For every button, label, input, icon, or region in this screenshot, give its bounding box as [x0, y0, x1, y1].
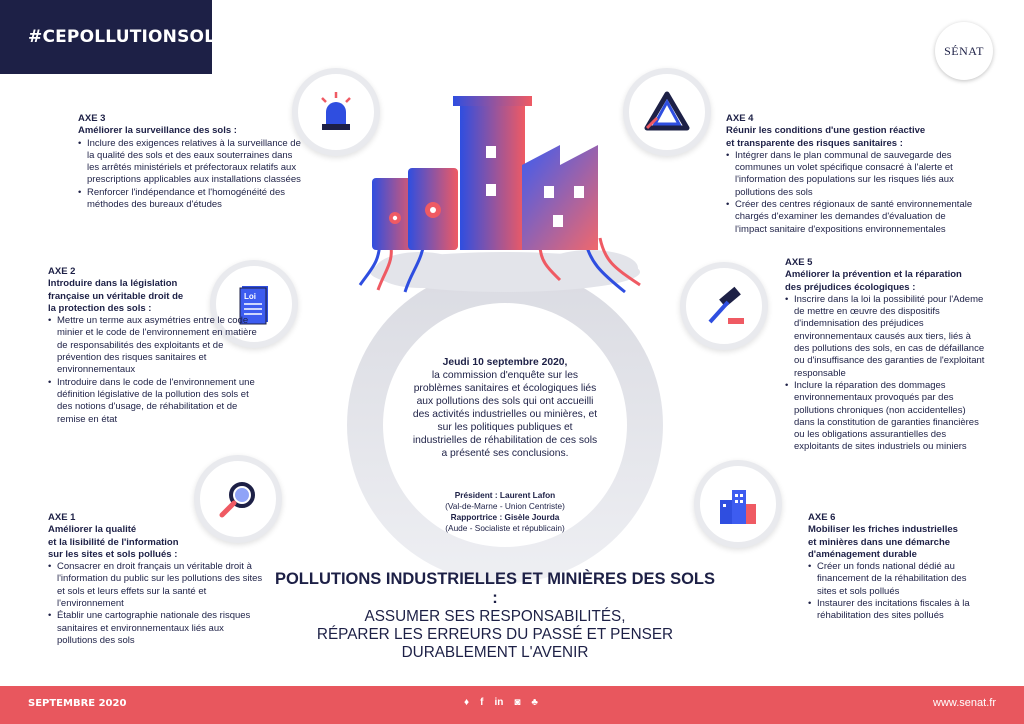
axe1-block — [48, 512, 266, 647]
axe2-title-1: Introduire dans la législation — [48, 278, 178, 290]
city-icon-circle — [694, 460, 782, 548]
axe5-title-1: Améliorer la prévention et la réparation — [785, 269, 962, 281]
gavel-icon-circle — [680, 262, 768, 350]
warning-icon-circle — [623, 68, 711, 156]
axe3-bullet-2: • Renforcer l'indépendance et l'homogénéité des méthodes des bureaux d'études — [78, 187, 303, 212]
axe6-bullet-2: • Instaurer des incitations fiscales à la réhabilitation des sites pollués — [808, 598, 988, 623]
axe1-bullet-1: • Consacrer en droit français un véritable droit à l'information du public sur les pollutions des sites et sols et leurs effets sur la santé et l'environnement — [48, 561, 266, 610]
axe3-bullet-1: • Inclure des exigences relatives à la surveillance de la qualité des sols et des eaux souterraines dans les arrêtés ministériels et préfectoraux relatifs aux prescriptions applicables aux installations classées — [78, 138, 303, 187]
twitter-icon[interactable]: ♦ — [464, 697, 470, 708]
axe1-number: AXE 1 — [48, 512, 76, 523]
center-summary — [410, 356, 600, 460]
footer-bar — [0, 686, 1024, 724]
axe3-block — [78, 113, 303, 211]
axe6-bullet-1: • Créer un fonds national dédié au financement de la réhabilitation des sites et sols pollués — [808, 561, 988, 598]
axe3-number: AXE 3 — [78, 113, 106, 124]
gavel-icon — [700, 282, 748, 330]
axe5-title-2: des préjudices écologiques : — [785, 281, 916, 293]
factory-sawtooth-building — [522, 145, 598, 250]
axe3-title: Améliorer la surveillance des sols : — [78, 125, 237, 137]
axe6-block — [808, 512, 988, 623]
footer-date: SEPTEMBRE 2020 — [28, 698, 127, 709]
hashtag-text: #CEPOLLUTIONSOLS — [28, 27, 228, 47]
commission-credits — [405, 490, 605, 534]
footer-url-link[interactable]: www.senat.fr — [933, 697, 996, 709]
axe5-bullet-1: • Inscrire dans la loi la possibilité pour l'Ademe de mettre en œuvre des dispositifs d'indemnisation des préjudices environnementaux causés aux tiers, liés à des pollutions des sols, en cas de défaillance ou d'insuffisance des garanties de l'exploitant responsable — [785, 294, 985, 380]
main-title — [270, 570, 720, 662]
city-buildings-icon — [714, 480, 762, 528]
axe4-bullet-2: • Créer des centres régionaux de santé environnementale chargés d'examiner les demandes d'évaluation de l'impact sanitaire d'expositions environnementales — [726, 199, 976, 236]
president-group: (Val-de-Marne - Union Centriste) — [445, 501, 565, 511]
facebook-icon[interactable]: f — [480, 697, 484, 708]
axe2-bullet-2: • Introduire dans le code de l'environnement une définition législative de la pollution des sols et des notions d'usage, de réhabilitation et de remise en état — [48, 377, 258, 426]
linkedin-icon[interactable]: in — [494, 697, 504, 708]
radioactive-icon-2 — [389, 212, 401, 224]
title-line-1: POLLUTIONS INDUSTRIELLES ET MINIÈRES DES SOLS : — [274, 570, 716, 607]
social-links — [464, 697, 538, 708]
axe4-title-2: et transparente des risques sanitaires : — [726, 137, 903, 149]
axe6-title-1: Mobiliser les friches industrielles — [808, 524, 958, 536]
axe4-bullet-1: • Intégrer dans le plan communal de sauvegarde des communes un volet spécifique consacré à l'alerte et l'information des populations sur les risques liés aux pollutions des sols — [726, 150, 976, 199]
axe4-block — [726, 113, 976, 236]
center-date: Jeudi 10 septembre 2020, — [442, 357, 568, 368]
title-line-4: DURABLEMENT L'AVENIR — [401, 644, 589, 661]
axe2-block — [48, 266, 258, 426]
axe6-title-2: et minières dans une démarche — [808, 536, 951, 548]
president-label: Président : Laurent Lafon — [454, 490, 556, 500]
law-book-label: Loi — [244, 292, 256, 301]
axe5-number: AXE 5 — [785, 257, 813, 268]
center-description: la commission d'enquête sur les problèmes sanitaires et écologiques liés aux pollutions des sols qui ont accueilli des activités industrielles ou minières, et sur les politiques publiques et industrielles de réhabilitation de ces sols a présenté ses conclusions. — [412, 370, 598, 459]
axe6-title-3: d'aménagement durable — [808, 548, 917, 560]
axe2-number: AXE 2 — [48, 266, 76, 277]
alarm-siren-icon — [312, 88, 360, 136]
instagram-icon[interactable]: ◙ — [514, 697, 521, 708]
axe1-title-1: Améliorer la qualité — [48, 524, 137, 536]
alarm-icon-circle — [292, 68, 380, 156]
rapporteur-label: Rapportrice : Gisèle Jourda — [450, 512, 560, 522]
warning-triangle-icon — [643, 88, 691, 136]
axe4-title-1: Réunir les conditions d'une gestion réactive — [726, 125, 926, 137]
axe2-title-2: française un véritable droit de — [48, 290, 184, 302]
axe5-bullet-2: • Inclure la réparation des dommages environnementaux provoqués par des pollutions chroniques (non accidentelles) dans la constitution de garanties financières ou les obligations assurantielles des exploitants de sites industriels ou miniers — [785, 380, 985, 454]
axe4-number: AXE 4 — [726, 113, 754, 124]
axe5-block — [785, 257, 985, 454]
axe1-title-2: et la lisibilité de l'information — [48, 536, 179, 548]
snapchat-icon[interactable]: ♣ — [531, 697, 538, 708]
axe6-number: AXE 6 — [808, 512, 836, 523]
title-line-2: ASSUMER SES RESPONSABILITÉS, — [364, 608, 626, 625]
radioactive-icon — [425, 202, 441, 218]
axe1-bullet-2: • Établir une cartographie nationale des risques sanitaires et environnementaux liés aux pollutions des sols — [48, 610, 266, 647]
factory-tower — [460, 100, 525, 250]
senat-logo-text: SÉNAT — [944, 43, 984, 58]
axe2-title-3: la protection des sols : — [48, 302, 152, 314]
axe1-title-3: sur les sites et sols pollués : — [48, 548, 178, 560]
title-line-3: RÉPARER LES ERREURS DU PASSÉ ET PENSER — [316, 626, 674, 643]
rapporteur-group: (Aude - Socialiste et républicain) — [445, 523, 565, 533]
axe2-bullet-1: • Mettre un terme aux asymétries entre le code minier et le code de l'environnement en matière de responsabilités des exploitants et de prévention des risques sanitaires et environnementaux — [48, 315, 258, 376]
